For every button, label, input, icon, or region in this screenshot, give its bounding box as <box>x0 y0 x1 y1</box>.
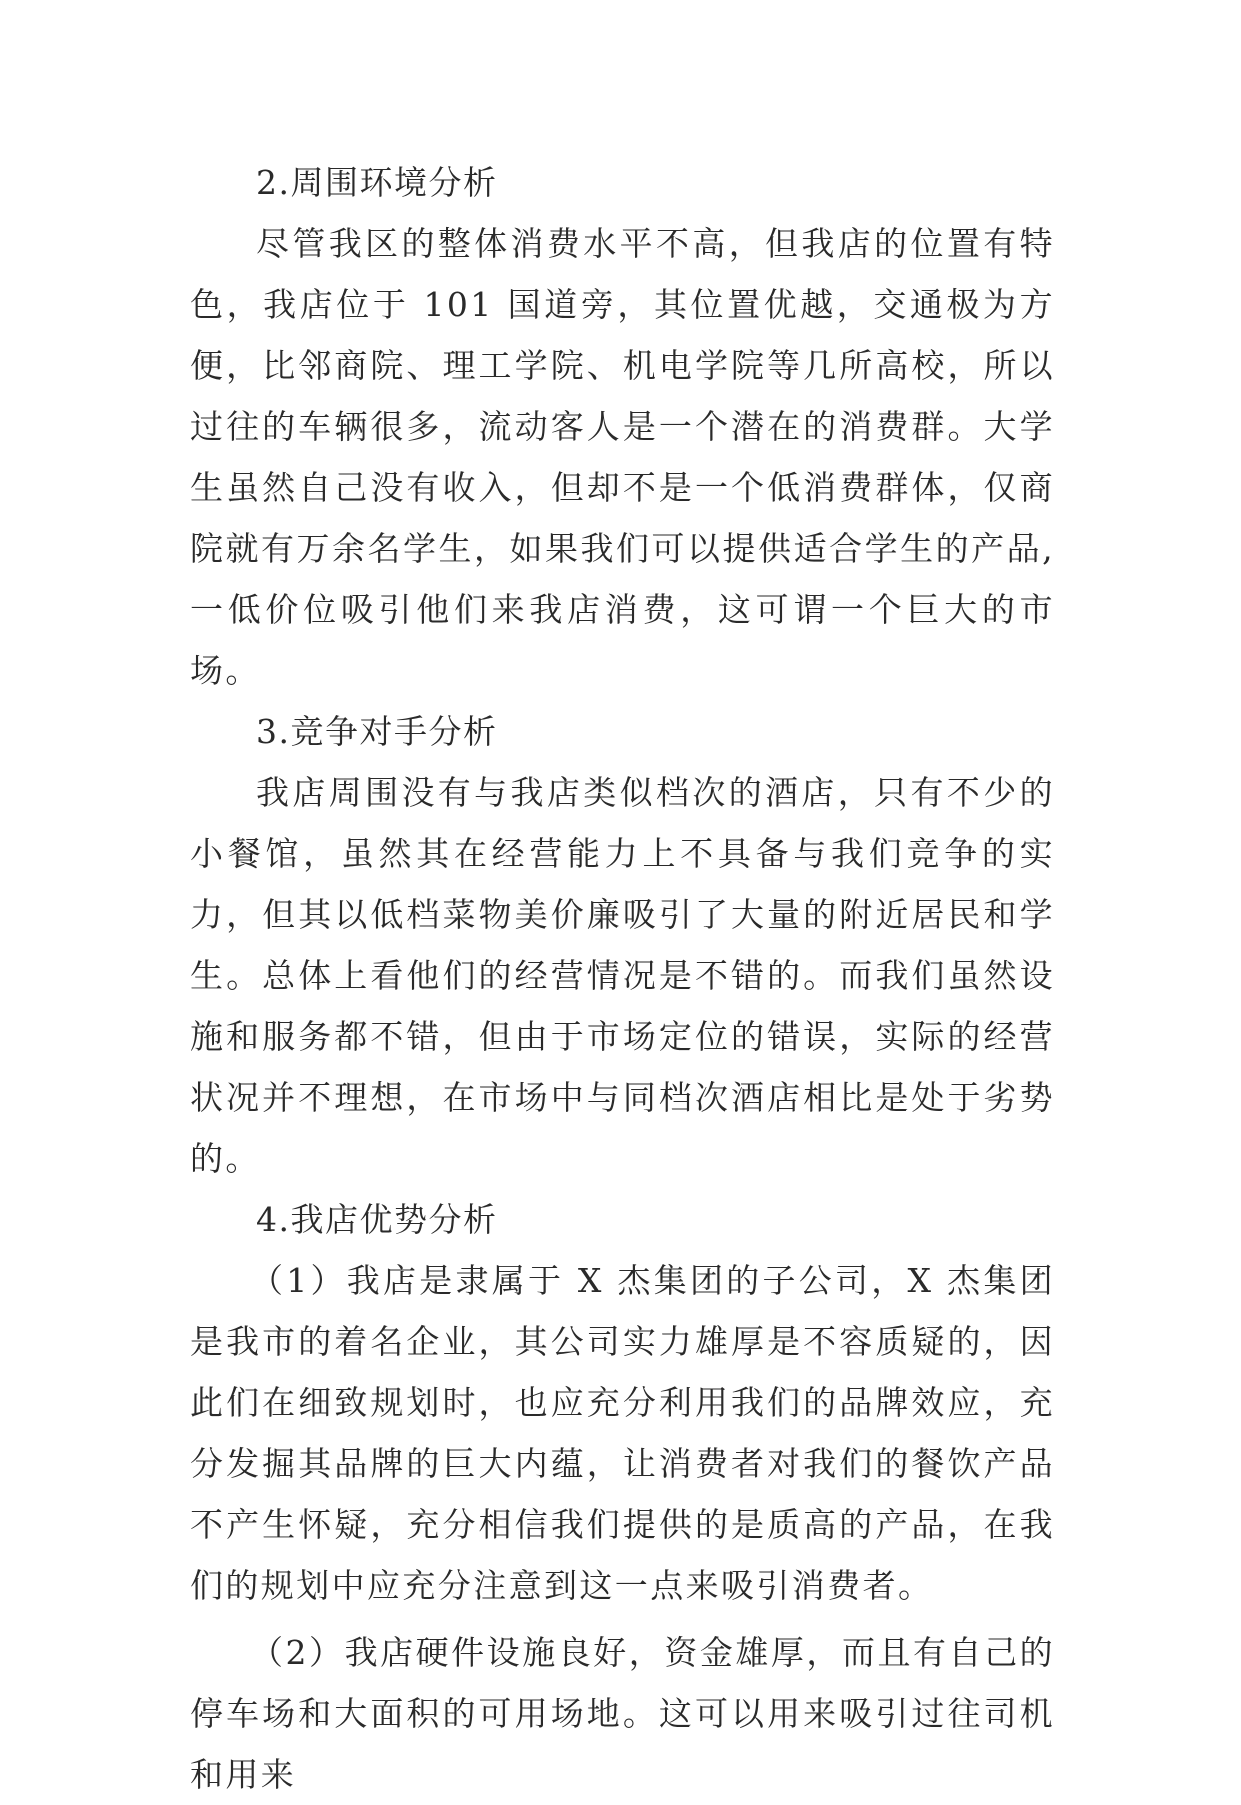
document-body <box>190 152 1055 1805</box>
paragraph-advantage-1: （1）我店是隶属于 X 杰集团的子公司，X 杰集团是我市的着名企业，其公司实力雄厚是不容质疑的，因此们在细致规划时，也应充分利用我们的品牌效应，充分发掘其品牌的巨大内蕴，让消费者对我们的餐饮产品不产生怀疑，充分相信我们提供的是质高的产品，在我们的规划中应充分注意到这一点来吸引消费者。 <box>190 1261 1055 1605</box>
section-heading-competitors: 3.竞争对手分析 <box>256 712 498 751</box>
paragraph-environment: 尽管我区的整体消费水平不高，但我店的位置有特色，我店位于 101 国道旁，其位置优越，交通极为方便，比邻商院、理工学院、机电学院等几所高校，所以过往的车辆很多，流动客人是一个潜在的消费群。大学生虽然自己没有收入，但却不是一个低消费群体，仅商院就有万余名学生，如果我们可以提供适合学生的产品,一低价位吸引他们来我店消费，这可谓一个巨大的市场。 <box>190 224 1055 690</box>
paragraph-advantage-2: （2）我店硬件设施良好，资金雄厚，而且有自己的停车场和大面积的可用场地。这可以用来吸引过往司机和用来 <box>190 1633 1055 1794</box>
section-heading-environment: 2.周围环境分析 <box>256 163 498 202</box>
paragraph-competitors: 我店周围没有与我店类似档次的酒店，只有不少的小餐馆，虽然其在经营能力上不具备与我们竞争的实力，但其以低档菜物美价廉吸引了大量的附近居民和学生。总体上看他们的经营情况是不错的。而我们虽然设施和服务都不错，但由于市场定位的错误，实际的经营状况并不理想，在市场中与同档次酒店相比是处于劣势的。 <box>190 773 1055 1178</box>
section-heading-advantages: 4.我店优势分析 <box>256 1200 498 1239</box>
